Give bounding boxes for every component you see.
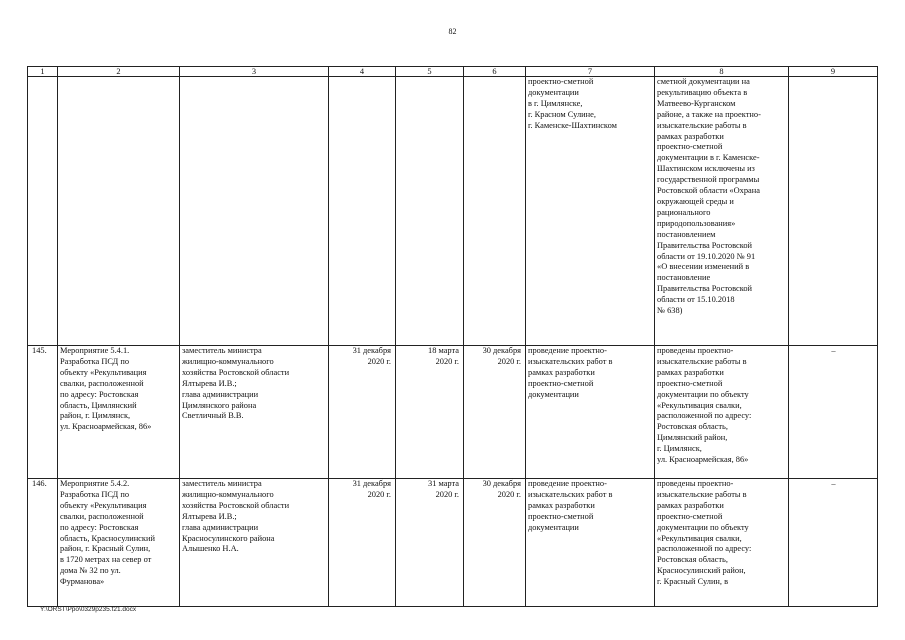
- column-header: 4: [329, 67, 396, 77]
- row-number-cell: [28, 77, 58, 346]
- table-row: [28, 479, 878, 607]
- responsible-cell: заместитель министра жилищно-коммунального хозяйства Ростовской области Ялтырева И.В.; глава администрации Красносулинского района Алышенко Н.А.: [180, 479, 329, 607]
- column-header: 8: [655, 67, 789, 77]
- end-date-cell: 30 декабря 2020 г.: [464, 479, 526, 607]
- file-path-footer: Y:\ORST\Ppo\0329p235.f21.docx: [40, 606, 137, 613]
- expected-result-cell: проведение проектно- изыскательских работ в рамках разработки проектно-сметной документации: [526, 479, 655, 607]
- start-date-cell: 18 марта 2020 г.: [396, 346, 464, 479]
- event-cell: Мероприятие 5.4.2. Разработка ПСД по объекту «Рекультивация свалки, расположенной по адресу: Ростовская область, Красносулинский район, г. Красный Сулин, в 1720 метрах на север от дома № 32 по ул. Фурманова»: [58, 479, 180, 607]
- actual-result-cell: сметной документации на рекультивацию объекта в Матвеево-Курганском районе, а также на проектно- изыскательские работы в рамках разработки проектно-сметной документации в г. Каменске- Шахтинском исключены из государственной программы Ростовской области «Охрана окружающей среды и рационального природопользования» постановлением Правительства Ростовской области от 19.10.2020 № 91 «О внесении изменений в постановление Правительства Ростовской области от 15.10.2018 № 638): [655, 77, 789, 346]
- start-date-cell: 31 марта 2020 г.: [396, 479, 464, 607]
- start-date-cell: [396, 77, 464, 346]
- row-number-cell: 145.: [28, 346, 58, 479]
- column-header: 3: [180, 67, 329, 77]
- column-header: 2: [58, 67, 180, 77]
- note-cell: [789, 77, 878, 346]
- actual-result-cell: проведены проектно- изыскательские работы в рамках разработки проектно-сметной документации по объекту «Рекультивация свалки, расположенной по адресу: Ростовская область, Цимлянский район, г. Цимлянск, ул. Красноармейская, 86»: [655, 346, 789, 479]
- end-date-cell: [464, 77, 526, 346]
- table-row: [28, 346, 878, 479]
- column-header: 1: [28, 67, 58, 77]
- table-row: [28, 77, 878, 346]
- column-header: 7: [526, 67, 655, 77]
- planned-date-cell: 31 декабря 2020 г.: [329, 346, 396, 479]
- column-header: 6: [464, 67, 526, 77]
- column-header: 5: [396, 67, 464, 77]
- planned-date-cell: 31 декабря 2020 г.: [329, 479, 396, 607]
- expected-result-cell: проведение проектно- изыскательских работ в рамках разработки проектно-сметной документации: [526, 346, 655, 479]
- planned-date-cell: [329, 77, 396, 346]
- column-header: 9: [789, 67, 878, 77]
- note-cell: –: [789, 479, 878, 607]
- actual-result-cell: проведены проектно- изыскательские работы в рамках разработки проектно-сметной документации по объекту «Рекультивация свалки, расположенной по адресу: Ростовская область, Красносулинский район, г. Красный Сулин, в: [655, 479, 789, 607]
- responsible-cell: [180, 77, 329, 346]
- report-table: [27, 66, 878, 607]
- column-number-row: [28, 67, 878, 77]
- row-number-cell: 146.: [28, 479, 58, 607]
- end-date-cell: 30 декабря 2020 г.: [464, 346, 526, 479]
- note-cell: –: [789, 346, 878, 479]
- event-cell: [58, 77, 180, 346]
- event-cell: Мероприятие 5.4.1. Разработка ПСД по объекту «Рекультивация свалки, расположенной по адресу: Ростовская область, Цимлянский район, г. Цимлянск, ул. Красноармейская, 86»: [58, 346, 180, 479]
- responsible-cell: заместитель министра жилищно-коммунального хозяйства Ростовской области Ялтырева И.В.; глава администрации Цимлянского района Светличный В.В.: [180, 346, 329, 479]
- page-number: 82: [448, 27, 457, 36]
- expected-result-cell: проектно-сметной документации в г. Цимлянске, г. Красном Сулине, г. Каменске-Шахтинском: [526, 77, 655, 346]
